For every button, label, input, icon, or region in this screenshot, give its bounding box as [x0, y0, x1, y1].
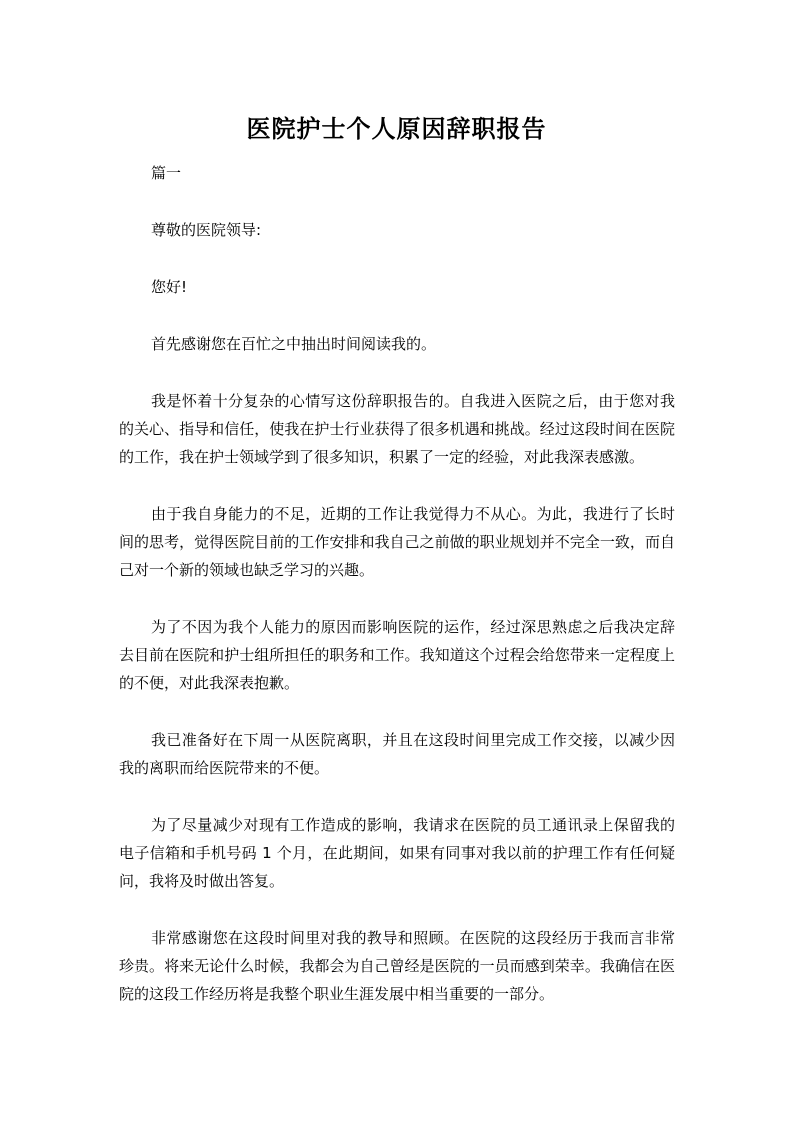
- greeting: 您好!: [151, 278, 188, 296]
- body-paragraph: 为了尽量减少对现有工作造成的影响，我请求在医院的员工通讯录上保留我的电子信箱和手机号码 1 个月，在此期间，如果有同事对我以前的护理工作有任何疑问，我将及时做出答复。: [119, 816, 675, 890]
- body-paragraph: 为了不因为我个人能力的原因而影响医院的运作，经过深思熟虑之后我决定辞去目前在医院和护士组所担任的职务和工作。我知道这个过程会给您带来一定程度上的不便，对此我深表抱歉。: [119, 618, 675, 692]
- body-paragraph: 我已准备好在下周一从医院离职，并且在这段时间里完成工作交接，以减少因我的离职而给医院带来的不便。: [119, 731, 675, 777]
- body-paragraph: 非常感谢您在这段时间里对我的教导和照顾。在医院的这段经历于我而言非常珍贵。将来无论什么时候，我都会为自己曾经是医院的一员而感到荣幸。我确信在医院的这段工作经历将是我整个职业生涯发展中相当重要的一部分。: [119, 929, 675, 1003]
- document-title: 医院护士个人原因辞职报告: [246, 115, 547, 143]
- document-body: [119, 159, 675, 1037]
- section-label: 篇一: [151, 164, 182, 182]
- salutation: 尊敬的医院领导:: [151, 221, 262, 239]
- body-paragraph: 由于我自身能力的不足，近期的工作让我觉得力不从心。为此，我进行了长时间的思考，觉得医院目前的工作安排和我自己之前做的职业规划并不完全一致，而自己对一个新的领域也缺乏学习的兴趣。: [119, 505, 675, 579]
- body-paragraph: 我是怀着十分复杂的心情写这份辞职报告的。自我进入医院之后，由于您对我的关心、指导和信任，使我在护士行业获得了很多机遇和挑战。经过这段时间在医院的工作，我在护士领域学到了很多知识，积累了一定的经验，对此我深表感激。: [119, 392, 675, 466]
- body-paragraph: 首先感谢您在百忙之中抽出时间阅读我的。: [151, 335, 437, 353]
